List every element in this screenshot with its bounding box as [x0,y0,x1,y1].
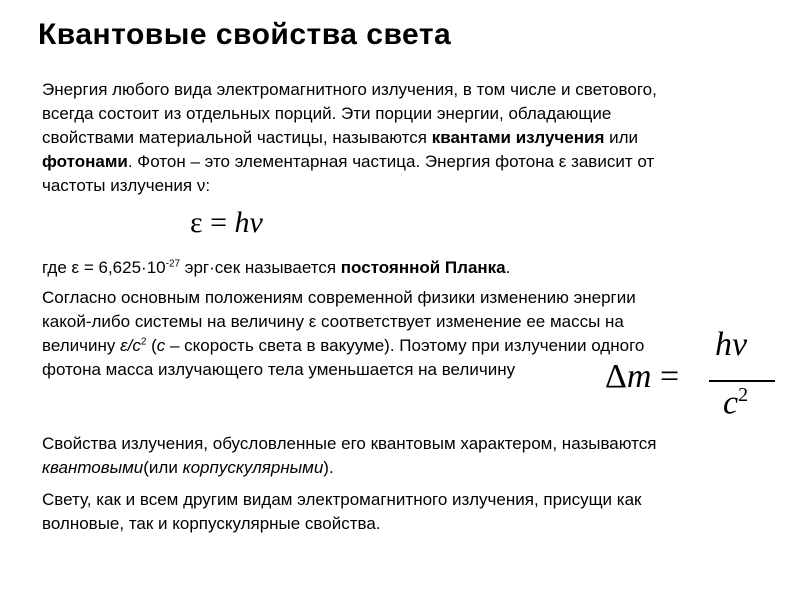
p1-text-2: или [604,128,638,147]
paragraph-photon-definition [42,78,682,198]
slide-title: Квантовые свойства света [38,18,452,51]
formula2-denominator-base: c [723,384,739,422]
formula-mass-change [605,326,780,436]
p4-text-2: (или [143,458,183,477]
p2-exponent: -27 [165,258,181,270]
term-radiation-quanta: квантами излучения [431,128,605,147]
p5-text-1: Свету, как и всем другим видам электромагнитного излучения, присущи как волновые, так и корпускулярные свойства. [42,490,642,533]
p2-text-1: где ε = 6,625·10 [42,258,166,277]
formula-photon-energy [190,206,263,240]
p4-text-1: Свойства излучения, обусловленные его квантовым характером, называются [42,434,657,453]
p3-text-3: – скорость света в вакууме). Поэтому при излучении одного фотона масса излучающего тела уменьшается на величину [42,336,645,379]
p3-italic-eps-c: ε/c [120,336,141,355]
formula2-fraction-bar [709,380,775,382]
paragraph-planck-constant [42,256,662,280]
term-photons: фотонами [42,152,128,171]
paragraph-wave-particle [42,488,682,536]
p1-text-3: . Фотон – это элементарная частица. Энергия фотона ε зависит от частоты излучения ν: [42,152,655,195]
term-corpuscular: корпускулярными [182,458,324,477]
p1-text-1: Энергия любого вида электромагнитного излучения, в том числе и светового, всегда состоит из отдельных порций. Эти порции энергии, обладающие свойствами материальной частицы, называются [42,80,657,147]
formula1-lhs: ε = [190,206,235,239]
formula2-lhs [605,358,679,396]
p2-text-2: эрг·сек называется [180,258,341,277]
formula2-numerator: hν [715,326,748,363]
p4-text-3: ). [323,458,334,477]
term-planck-constant: постоянной Планка [340,258,506,277]
term-quantum: квантовыми [42,458,144,477]
formula2-m: m [626,358,652,395]
p3-exponent: 2 [140,336,147,348]
formula1-rhs: hν [234,206,263,239]
paragraph-quantum-properties [42,432,682,480]
p3-italic-c: с [156,336,166,355]
p3-text-2: ( [146,336,157,355]
formula2-delta: Δ [605,358,627,395]
p2-text-3: . [505,258,511,277]
formula2-denominator [723,384,748,422]
formula2-denominator-exponent: 2 [738,384,749,406]
paragraph-mass-energy [42,286,672,382]
formula2-equals: = [651,358,680,395]
p3-text-1: Согласно основным положениям современной физики изменению энергии какой-либо системы на величину ε соответствует изменение ее массы на величину [42,288,636,355]
